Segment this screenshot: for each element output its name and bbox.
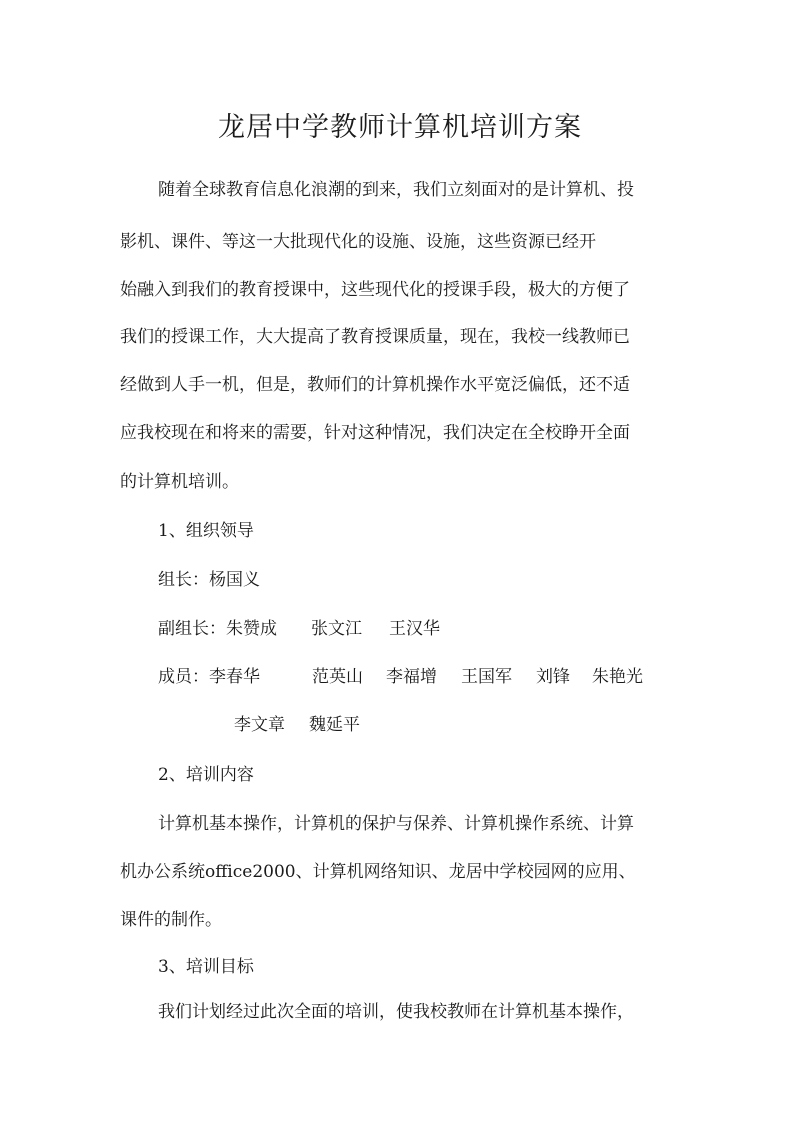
intro-line-6: 应我校现在和将来的需要，针对这种情况，我们决定在全校睁开全面 — [120, 423, 630, 443]
section2-line-1: 计算机基本操作，计算机的保护与保养、计算机操作系统、计算 — [158, 814, 634, 834]
member-name: 刘锋 — [536, 667, 570, 687]
deputy-name: 朱赞成 — [226, 619, 277, 639]
intro-line-1: 随着全球教育信息化浪潮的到来，我们立刻面对的是计算机、投 — [158, 180, 634, 200]
intro-line-5: 经做到人手一机，但是，教师们的计算机操作水平宽泛偏低，还不适 — [120, 375, 630, 395]
intro-line-3: 始融入到我们的教育授课中，这些现代化的授课手段，极大的方便了 — [120, 280, 630, 300]
member-name: 王国军 — [461, 667, 512, 687]
member-name: 李文章 — [234, 715, 285, 735]
intro-line-4: 我们的授课工作，大大提高了教育授课质量，现在，我校一线教师已 — [120, 327, 630, 347]
document-title: 龙居中学教师计算机培训方案 — [218, 112, 582, 143]
member-name: 朱艳光 — [592, 667, 643, 687]
section1-heading: 1、组织领导 — [158, 521, 254, 541]
intro-line-7: 的计算机培训。 — [120, 472, 239, 492]
members-label: 成员： — [158, 667, 209, 687]
members-line-1 — [158, 665, 643, 689]
section3-heading: 3、培训目标 — [158, 957, 254, 977]
member-name: 范英山 — [312, 667, 363, 687]
leader-line: 组长：杨国义 — [158, 570, 260, 590]
section2-heading: 2、培训内容 — [158, 765, 254, 785]
deputies-label: 副组长： — [158, 619, 226, 639]
intro-line-2: 影机、课件、等这一大批现代化的设施、设施，这些资源已经开 — [120, 232, 596, 252]
section2-line-2: 机办公系统office2000、计算机网络知识、龙居中学校园网的应用、 — [120, 862, 636, 882]
member-name: 魏延平 — [309, 715, 360, 735]
deputy-name: 张文江 — [311, 619, 362, 639]
members-line-2 — [234, 713, 360, 737]
deputies-line — [158, 617, 440, 641]
section3-line-1: 我们计划经过此次全面的培训，使我校教师在计算机基本操作， — [158, 1002, 634, 1022]
deputy-name: 王汉华 — [389, 619, 440, 639]
section2-line-3: 课件的制作。 — [120, 910, 222, 930]
member-name: 李春华 — [209, 667, 260, 687]
member-name: 李福增 — [386, 667, 437, 687]
